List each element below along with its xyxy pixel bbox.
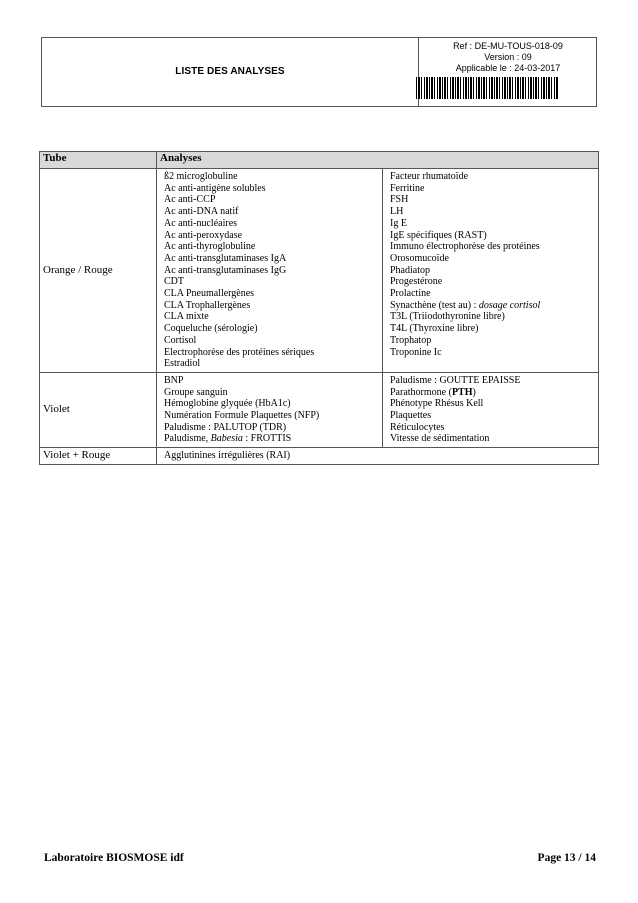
analyses-list-left (157, 169, 383, 373)
table-header-row (40, 152, 599, 169)
pth-suffix: ) (472, 386, 476, 398)
analyses-table (39, 151, 599, 465)
column-header-analyses: Analyses (157, 152, 599, 169)
applicable-date: Applicable le : 24-03-2017 (455, 63, 561, 73)
analysis-item: T4L (Thyroxine libre) (390, 323, 479, 335)
analysis-item: Vitesse de sédimentation (390, 433, 490, 445)
analyses-list-right (383, 372, 599, 447)
table-row-violet (40, 372, 599, 447)
analysis-item: Orosomucoïde (390, 252, 449, 264)
analysis-item-synacthene (390, 300, 594, 312)
analysis-item: Ferritine (390, 182, 425, 194)
analysis-item: T3L (Triiodothyronine libre) (390, 311, 505, 323)
analysis-item: Estradiol (164, 358, 201, 370)
analysis-item: Hémoglobine glyquée (HbA1c) (164, 398, 291, 410)
analysis-item: Progestérone (390, 276, 443, 288)
analysis-item: Cortisol (164, 334, 197, 346)
analysis-item: Paludisme : PALUTOP (TDR) (164, 421, 287, 433)
analysis-item: Ig E (390, 217, 407, 229)
analysis-item: Troponine Ic (390, 346, 442, 358)
analysis-item: LH (390, 206, 404, 218)
barcode-image (416, 77, 558, 99)
analysis-item: Immuno électrophorèse des protéines (390, 241, 540, 253)
analysis-item: Ac anti-thyroglobuline (164, 241, 256, 253)
analysis-item: CDT (164, 276, 184, 288)
footer-page-number: Page 13 / 14 (537, 852, 596, 864)
pth-prefix: Parathormone ( (390, 386, 452, 398)
analysis-item: IgE spécifiques (RAST) (390, 229, 487, 241)
analysis-item: Ac anti-DNA natif (164, 206, 239, 218)
paludisme-label: Paludisme, (164, 433, 211, 445)
analysis-item: Ac anti-transglutaminases IgG (164, 264, 287, 276)
table-row-orange-rouge (40, 169, 599, 373)
analysis-item: Ac anti-antigène solubles (164, 182, 266, 194)
frottis-label: : FROTTIS (242, 433, 292, 445)
analysis-item: Ac anti-peroxydase (164, 229, 243, 241)
analysis-item: Ac anti-CCP (164, 194, 216, 206)
analysis-item: CLA mixte (164, 311, 209, 323)
pth-abbrev: PTH (451, 386, 473, 398)
analysis-item: Agglutinines irrégulières (RAI) (157, 448, 599, 465)
analysis-item: Phadiatop (390, 264, 430, 276)
reference-number: Ref : DE-MU-TOUS-018-09 (453, 41, 563, 51)
analysis-item: Réticulocytes (390, 421, 445, 433)
analysis-item: Ac anti-transglutaminases IgA (164, 252, 287, 264)
analysis-item: Facteur rhumatoïde (390, 171, 469, 182)
tube-label: Violet + Rouge (40, 448, 157, 465)
analysis-item: ß2 microglobuline (164, 171, 238, 182)
column-header-tube: Tube (40, 152, 157, 169)
analysis-item: FSH (390, 194, 409, 206)
analyses-list-right (383, 169, 599, 373)
analysis-item: Electrophorèse des protéines sériques (164, 346, 315, 358)
analysis-item-pth (390, 387, 594, 399)
footer-lab-name: Laboratoire BIOSMOSE idf (44, 852, 184, 864)
synacthene-detail: dosage cortisol (478, 299, 541, 311)
analysis-item: CLA Trophallergènes (164, 299, 251, 311)
table-row-violet-rouge (40, 448, 599, 465)
tube-label: Violet (40, 372, 157, 447)
analysis-item: BNP (164, 374, 184, 386)
version-number: Version : 09 (484, 52, 532, 62)
analysis-item: Coqueluche (sérologie) (164, 323, 258, 335)
analysis-item: Groupe sanguin (164, 386, 228, 398)
analyses-list-left (157, 372, 383, 447)
tube-label: Orange / Rouge (40, 169, 157, 373)
babesia-label: Babesia (210, 433, 243, 445)
analysis-item: Phénotype Rhésus Kell (390, 398, 484, 410)
analysis-item: Prolactine (390, 288, 431, 300)
analysis-item: Plaquettes (390, 410, 432, 422)
analysis-item: Ac anti-nucléaires (164, 217, 238, 229)
document-title: LISTE DES ANALYSES (175, 66, 285, 77)
synacthene-label: Synacthène (test au) : (390, 299, 479, 311)
analysis-item-babesia (164, 433, 378, 445)
header-reference-block (419, 41, 597, 74)
analysis-item: Paludisme : GOUTTE EPAISSE (390, 374, 521, 386)
analysis-item: Trophatop (390, 334, 432, 346)
analysis-item: Numération Formule Plaquettes (NFP) (164, 410, 320, 422)
analysis-item: CLA Pneumallergènes (164, 288, 255, 300)
